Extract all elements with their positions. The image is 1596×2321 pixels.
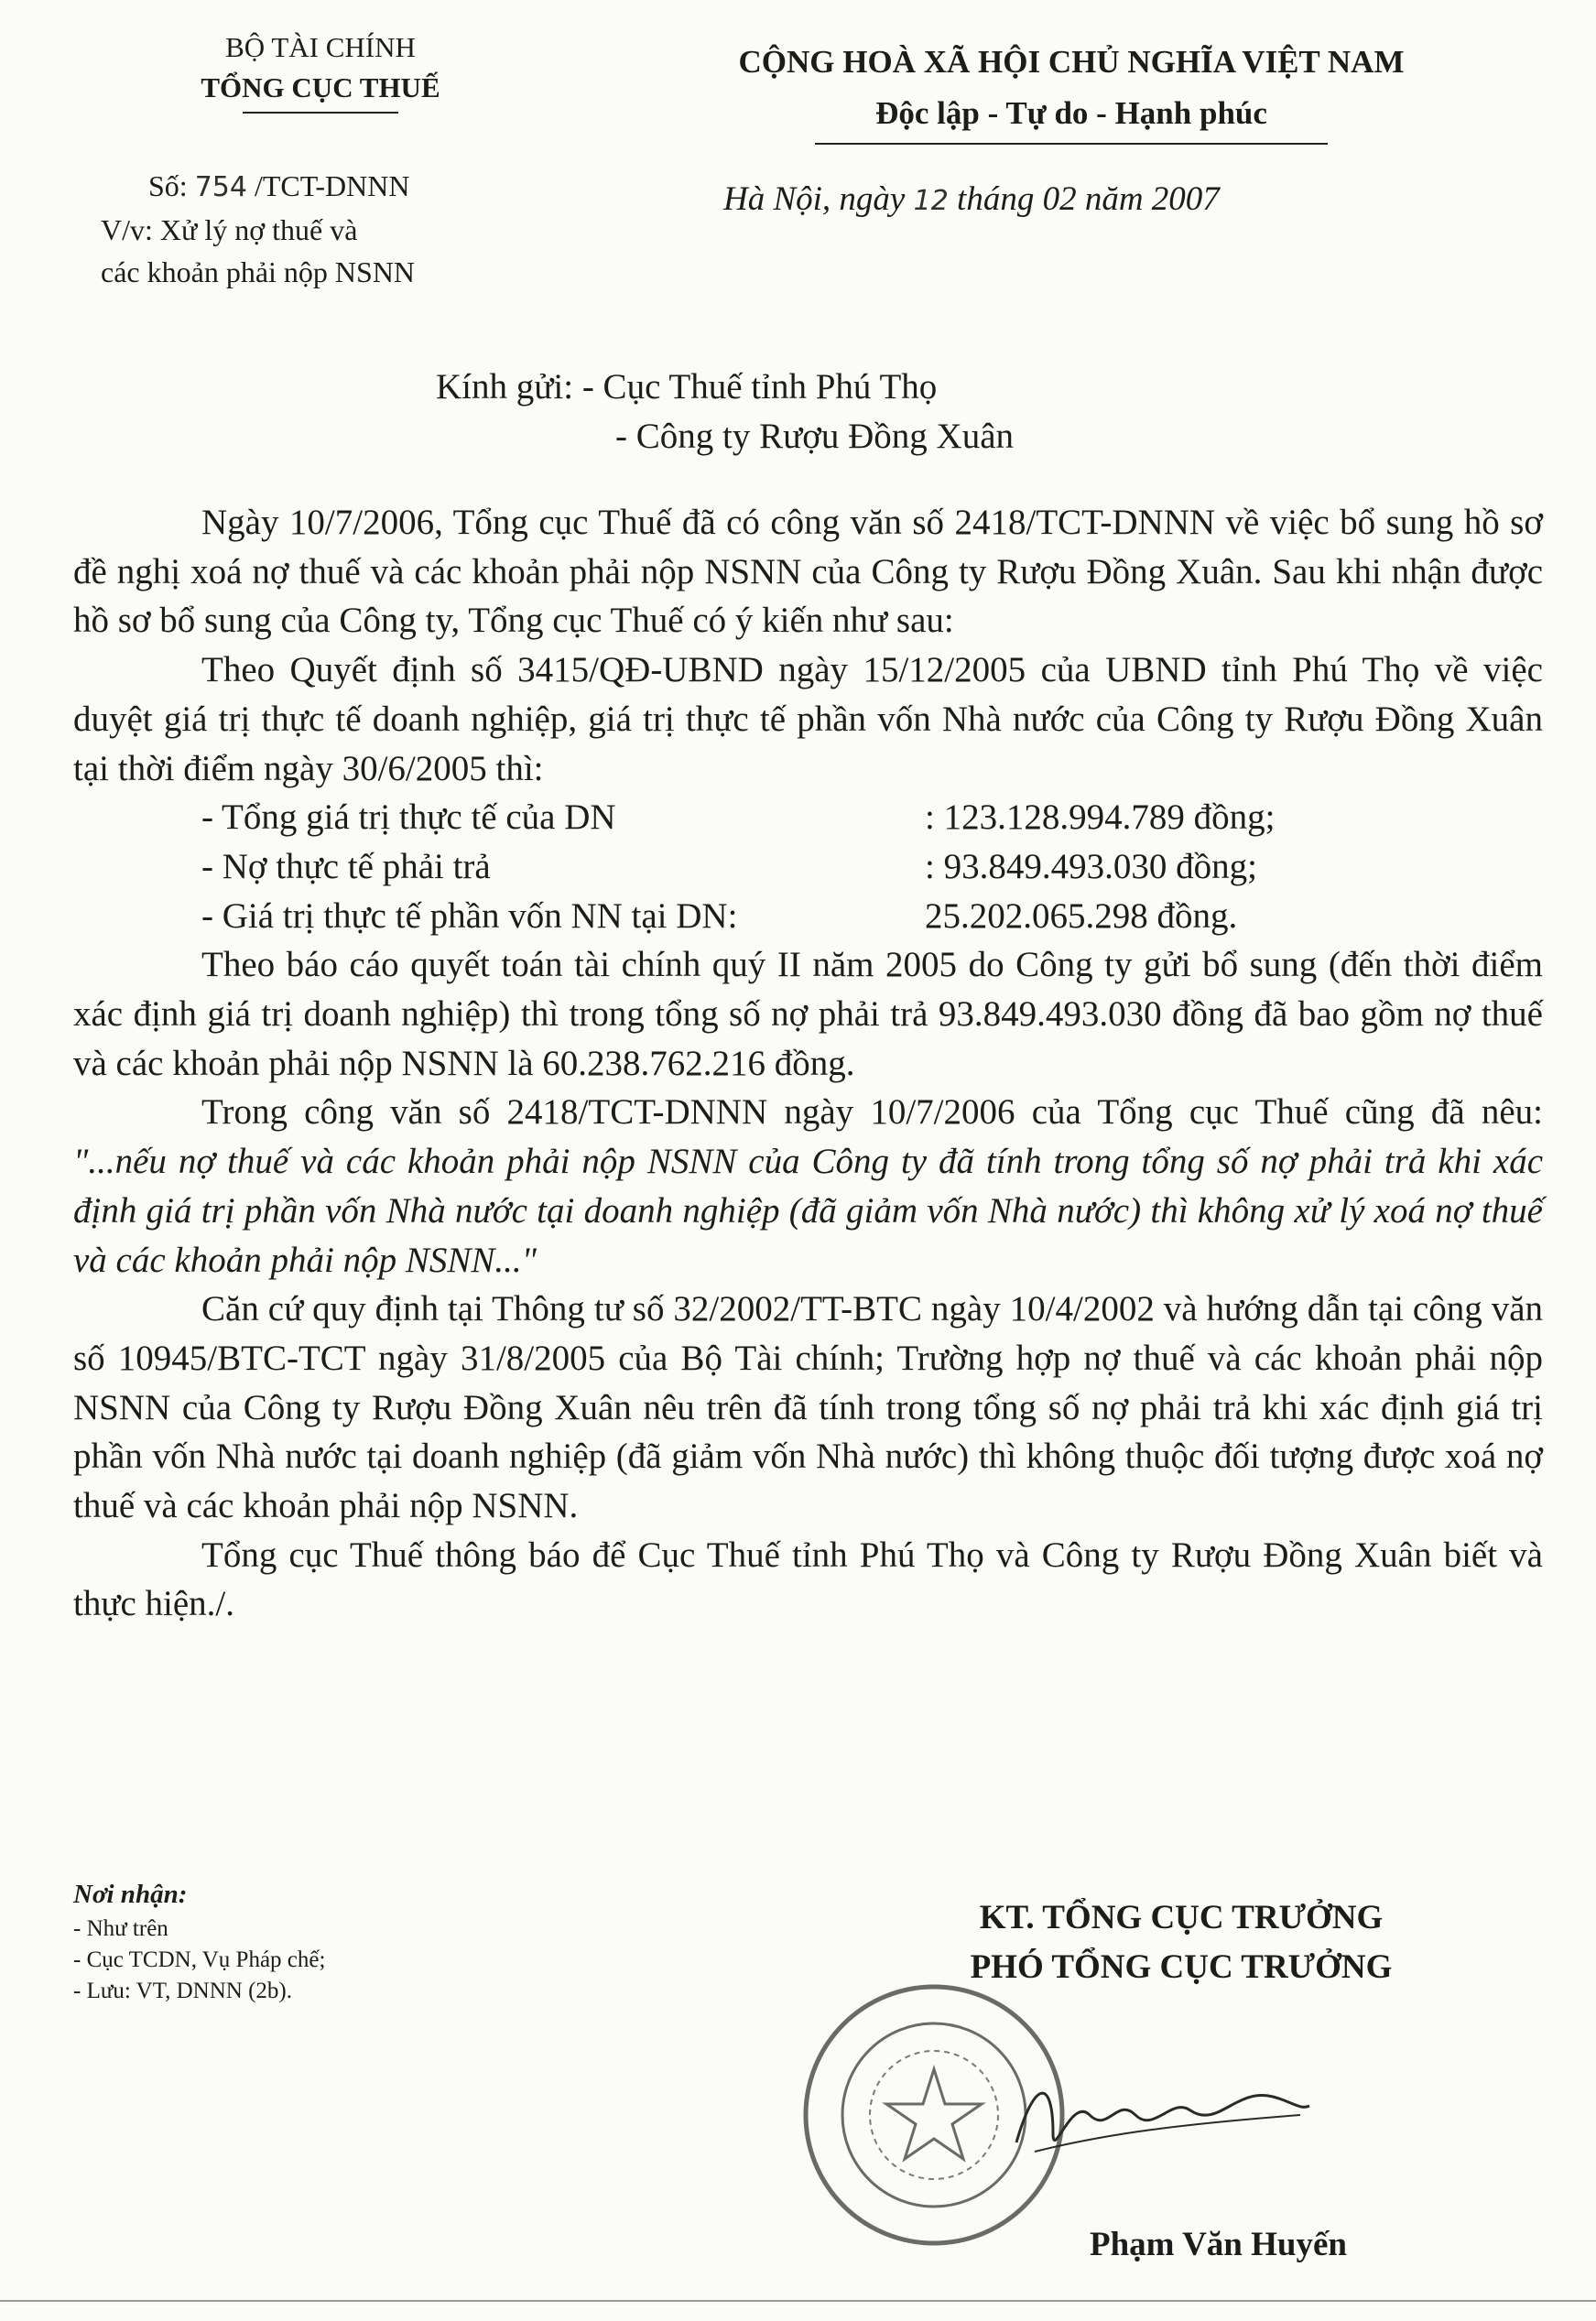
sign-title-1: KT. TỔNG CỤC TRƯỞNG: [979, 1899, 1384, 1936]
distribution-item: - Như trên: [73, 1916, 168, 1941]
number-suffix: /TCT-DNNN: [254, 169, 410, 202]
recipient-line-1: [436, 363, 1014, 412]
paragraph-5: Căn cứ quy định tại Thông tư số 32/2002/TT-BTC ngày 10/4/2002 và hướng dẫn tại công văn số 10945/BTC-TCT ngày 31/8/2005 của Bộ Tài chính; Trường hợp nợ thuế và các khoản phải nộp NSNN của Công ty Rượu Đồng Xuân nêu trên đã tính trong tổng số nợ phải trả khi xác định giá trị phần vốn Nhà nước tại doanh nghiệp (đã giảm vốn Nhà nước) thì không thuộc đối tượng được xoá nợ thuế và các khoản phải nộp NSNN.: [73, 1289, 1543, 1526]
paragraph-2: Theo Quyết định số 3415/QĐ-UBND ngày 15/12/2005 của UBND tỉnh Phú Thọ về việc duyệt giá trị thực tế doanh nghiệp, giá trị thực tế phần vốn Nhà nước của Công ty Rượu Đồng Xuân tại thời điểm ngày 30/6/2005 thì:: [73, 650, 1543, 788]
scan-edge: [0, 2300, 1596, 2302]
issuing-organization: [119, 27, 522, 114]
paragraph-3: Theo báo cáo quyết toán tài chính quý II năm 2005 do Công ty gửi bổ sung (đến thời điểm xác định giá trị doanh nghiệp) thì trong tổng số nợ phải trả 93.849.493.030 đồng đã bao gồm nợ thuế và các khoản phải nộp NSNN là 60.238.762.216 đồng.: [73, 945, 1543, 1083]
quoted-text: "...nếu nợ thuế và các khoản phải nộp NSNN của Công ty đã tính trong tổng số nợ phải trả khi xác định giá trị phần vốn Nhà nước tại doanh nghiệp (đã giảm vốn Nhà nước) thì không xử lý xoá nợ thuế và các khoản phải nộp NSNN...": [73, 1142, 1543, 1280]
national-header: [659, 37, 1483, 145]
motto-underline: [815, 143, 1328, 145]
paragraph-4-text: Trong công văn số 2418/TCT-DNNN ngày 10/7/2006 của Tổng cục Thuế cũng đã nêu:: [201, 1092, 1543, 1133]
distribution-item: - Cục TCDN, Vụ Pháp chế;: [73, 1947, 326, 1972]
document-number: [101, 165, 577, 209]
paragraph-1: Ngày 10/7/2006, Tổng cục Thuế đã có công văn số 2418/TCT-DNNN về việc bổ sung hồ sơ đề nghị xoá nợ thuế và các khoản phải nộp NSNN của Công ty Rượu Đồng Xuân. Sau khi nhận được hồ sơ bổ sung của Công ty, Tổng cục Thuế có ý kiến như sau:: [73, 503, 1543, 641]
figure-label: - Nợ thực tế phải trả: [201, 846, 491, 886]
letter-body: [73, 498, 1543, 1629]
figure-value: : 123.128.994.789 đồng;: [925, 797, 1276, 838]
issue-date: [723, 179, 1220, 219]
subject-line-2: các khoản phải nộp NSNN: [101, 255, 416, 288]
national-motto: Độc lập - Tự do - Hạnh phúc: [875, 95, 1267, 131]
recipients-label: Kính gửi:: [436, 367, 574, 407]
figure-label: - Tổng giá trị thực tế của DN: [201, 797, 616, 838]
distribution-item: - Lưu: VT, DNNN (2b).: [73, 1979, 292, 2003]
figure-row: [201, 793, 1543, 842]
signer-name: Phạm Văn Huyến: [1090, 2226, 1347, 2263]
org-underline: [243, 112, 398, 114]
date-rest: tháng 02 năm 2007: [957, 180, 1220, 218]
nation-name: CỘNG HOÀ XÃ HỘI CHỦ NGHĨA VIỆT NAM: [738, 44, 1405, 80]
ministry-name: BỘ TÀI CHÍNH: [225, 31, 416, 63]
paragraph-4: [73, 1088, 1543, 1285]
recipients-block: [436, 363, 1014, 461]
figure-row: [201, 842, 1543, 892]
subject-line-1: V/v: Xử lý nợ thuế và: [101, 213, 358, 246]
number-prefix: Số:: [148, 169, 188, 202]
recipient-1: - Cục Thuế tỉnh Phú Thọ: [581, 367, 938, 407]
handwritten-number: 754: [194, 171, 247, 203]
handwritten-day: 12: [913, 185, 949, 217]
figure-value: 25.202.065.298 đồng.: [925, 895, 1238, 936]
recipient-2: - Công ty Rượu Đồng Xuân: [615, 417, 1014, 456]
figure-label: - Giá trị thực tế phần vốn NN tại DN:: [201, 895, 738, 936]
distribution-list: [73, 1879, 325, 2007]
figure-row: [201, 892, 1543, 941]
sign-title-2: PHÓ TỔNG CỤC TRƯỞNG: [970, 1948, 1393, 1986]
distribution-heading: Nơi nhận:: [73, 1880, 188, 1909]
department-name: TỔNG CỤC THUẾ: [201, 71, 440, 103]
paragraph-6: Tổng cục Thuế thông báo để Cục Thuế tỉnh Phú Thọ và Công ty Rượu Đồng Xuân biết và thực hiện./.: [73, 1535, 1543, 1624]
document-meta: [101, 165, 577, 293]
figure-value: : 93.849.493.030 đồng;: [925, 846, 1257, 886]
handwritten-signature-icon: [998, 2060, 1319, 2179]
valuation-figures: [201, 793, 1543, 940]
date-prefix: Hà Nội, ngày: [723, 180, 906, 218]
